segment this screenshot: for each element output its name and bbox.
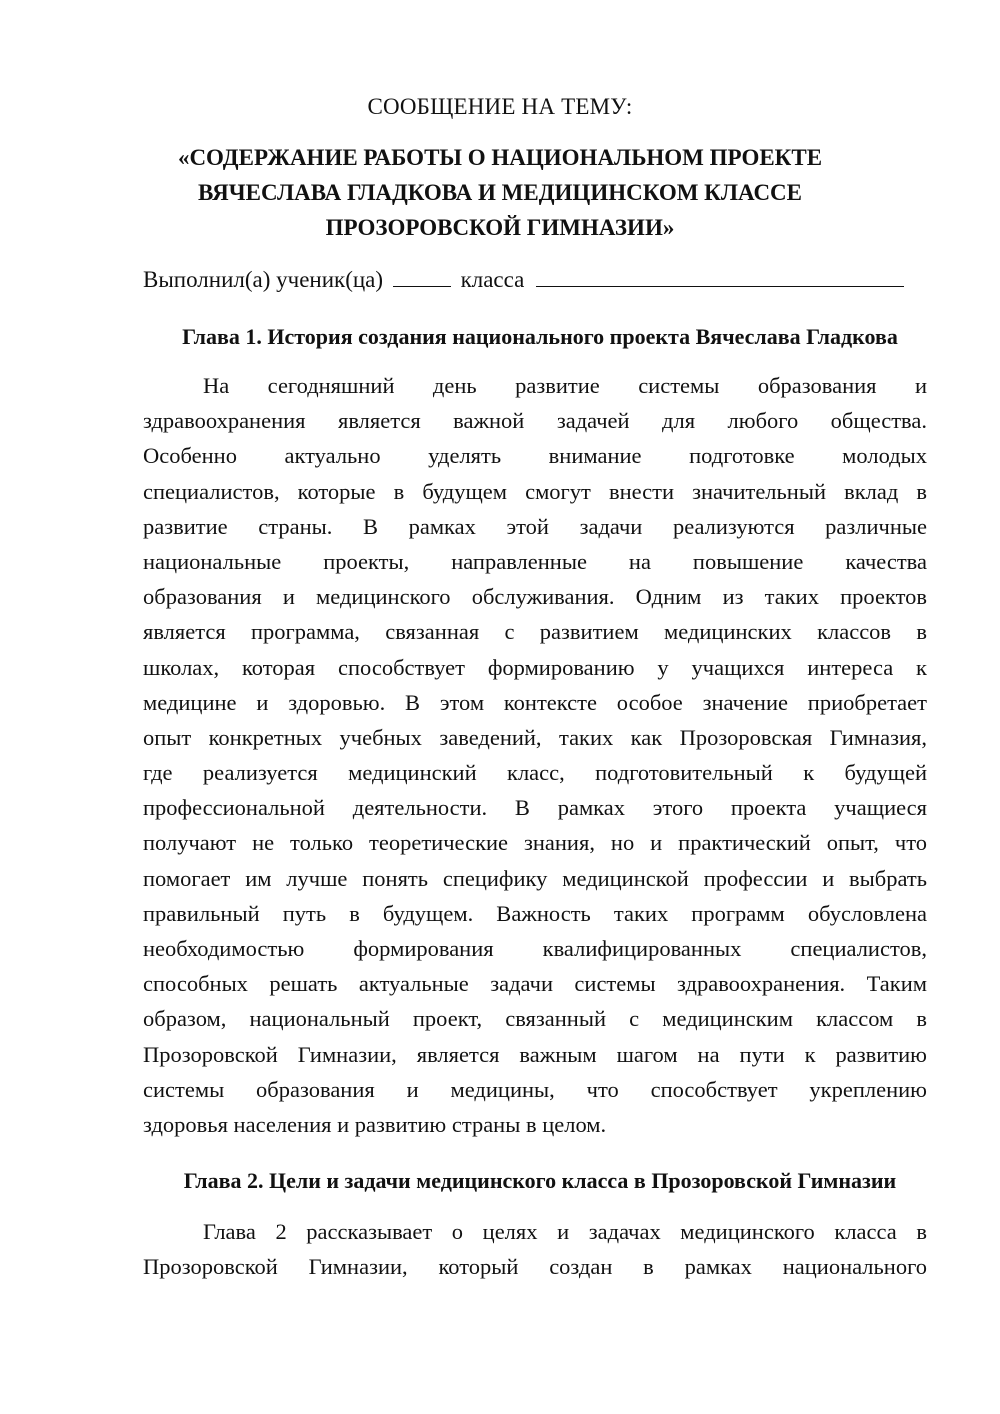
text-line: медицине и здоровью. В этом контексте особое значение приобретает	[143, 689, 927, 715]
text-line: Особенно актуально уделять внимание подготовке молодых	[143, 443, 927, 469]
text-line: правильный путь в будущем. Важность таких программ обусловлена	[143, 900, 927, 926]
text-line: здравоохранения является важной задачей для любого общества.	[143, 408, 927, 434]
text-line: здоровья населения и развитию страны в целом.	[143, 1111, 607, 1137]
text-line: помогает им лучше понять специфику медицинской профессии и выбрать	[143, 865, 927, 891]
text-line: опыт конкретных учебных заведений, таких как Прозоровская Гимназия,	[143, 724, 927, 750]
chapter2-paragraph	[143, 1214, 927, 1284]
student-info-line	[143, 266, 904, 293]
text-line: На сегодняшний день развитие системы образования и	[203, 373, 927, 398]
title-line: ПРОЗОРОВСКОЙ ГИМНАЗИИ»	[325, 215, 675, 240]
class-label: класса	[460, 267, 525, 292]
text-line: национальные проекты, направленные на повышение качества	[143, 548, 927, 574]
chapter1-heading: Глава 1. История создания национального проекта Вячеслава Гладкова	[182, 324, 898, 349]
text-line: развитие страны. В рамках этой задачи реализуются различные	[143, 513, 927, 539]
text-line: Прозоровской Гимназии, который создан в рамках национального	[143, 1254, 927, 1280]
title-line: «СОДЕРЖАНИЕ РАБОТЫ О НАЦИОНАЛЬНОМ ПРОЕКТЕ	[177, 145, 823, 170]
text-line: системы образования и медицины, что способствует укреплению	[143, 1076, 927, 1102]
text-line: образом, национальный проект, связанный с медицинским классом в	[143, 1006, 927, 1032]
text-line: профессиональной деятельности. В рамках этого проекта учащиеся	[143, 795, 927, 821]
chapter2-heading: Глава 2. Цели и задачи медицинского класса в Прозоровской Гимназии	[183, 1168, 897, 1193]
text-line: образования и медицинского обслуживания. Одним из таких проектов	[143, 584, 927, 610]
text-line: получают не только теоретические знания, но и практический опыт, что	[143, 830, 927, 856]
name-blank	[536, 266, 904, 287]
text-line: необходимостью формирования квалифицированных специалистов,	[143, 936, 927, 961]
document-header: СООБЩЕНИЕ НА ТЕМУ:	[367, 94, 633, 119]
text-line: где реализуется медицинский класс, подготовительный к будущей	[143, 760, 927, 786]
grade-blank	[393, 266, 451, 287]
document-title	[120, 140, 880, 245]
title-line: ВЯЧЕСЛАВА ГЛАДКОВА И МЕДИЦИНСКОМ КЛАССЕ	[197, 180, 803, 205]
chapter1-paragraph	[143, 368, 927, 1142]
text-line: школах, которая способствует формированию у учащихся интереса к	[143, 654, 927, 680]
text-line: Глава 2 рассказывает о целях и задачах медицинского класса в	[203, 1219, 927, 1244]
student-label: Выполнил(а) ученик(ца)	[143, 267, 384, 292]
text-line: специалистов, которые в будущем смогут внести значительный вклад в	[143, 478, 927, 504]
text-line: Прозоровской Гимназии, является важным шагом на пути к развитию	[143, 1041, 927, 1067]
text-line: способных решать актуальные задачи системы здравоохранения. Таким	[143, 971, 927, 997]
text-line: является программа, связанная с развитием медицинских классов в	[143, 619, 927, 645]
